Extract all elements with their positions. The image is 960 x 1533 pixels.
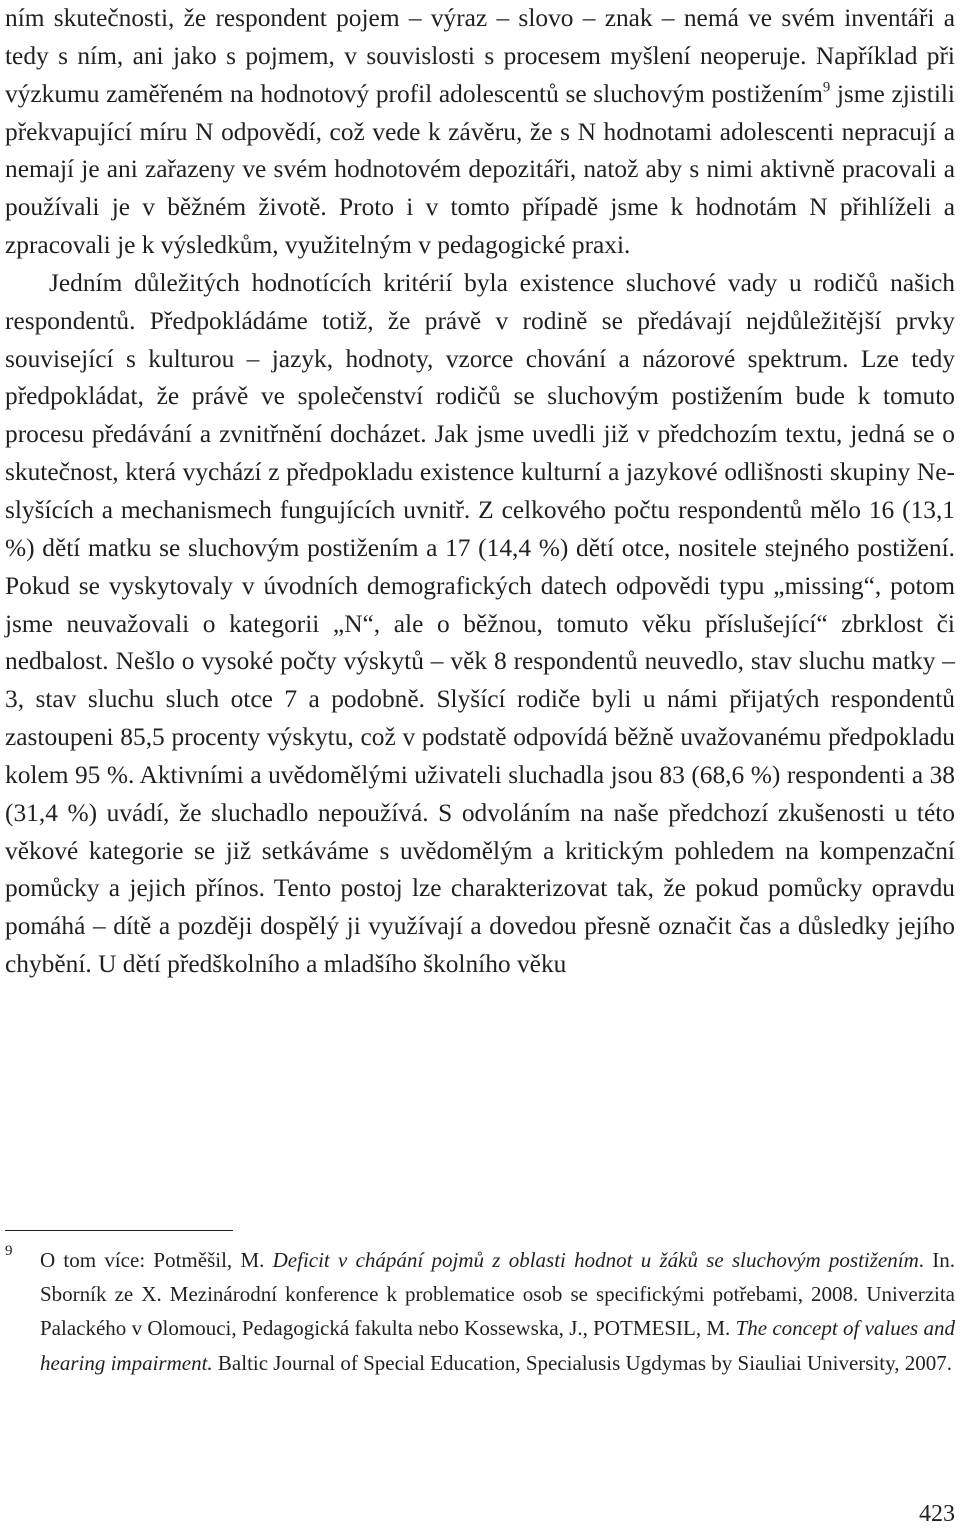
footnote-mark: 9: [5, 1243, 13, 1259]
page-content: [5, 0, 955, 984]
footnote-reference[interactable]: 9: [822, 79, 831, 96]
footnote: [5, 1243, 955, 1380]
body-text: [5, 0, 955, 984]
footnote-lead: O tom více: Potměšil, M.: [40, 1248, 273, 1272]
footnote-mid: . In. Sborník ze X. Mezinárodní konference k problematice osob se specifickými potřebami, 2008. Univerzita Palackého v Olomouci, Pedagogická fakulta nebo Kossewska, J., POTMESIL, M.: [40, 1248, 956, 1341]
footnote-text: [40, 1243, 955, 1380]
footnote-tail: Baltic Journal of Special Education, Specialusis Ugdymas by Siauliai University, 2007.: [212, 1350, 953, 1375]
footnote-title-2: The concept of values and hearing impairment.: [40, 1316, 956, 1375]
footnote-title-1: Deficit v chápání pojmů z oblasti hodnot u žáků se sluchovým postižením: [272, 1248, 919, 1272]
paragraph-1: [5, 0, 955, 265]
paragraph-1-text-a: ním skutečnosti, že respondent pojem – výraz – slovo – znak – nemá ve svém inventáři a tedy s ním, ani jako s pojmem, v souvislosti s procesem myšlení neoperuje. Například při výzkumu zaměřeném na hodnotový profil adolescentů se sluchovým postižením: [5, 4, 955, 108]
page-number: 423: [919, 1501, 955, 1527]
paragraph-1-text-b: jsme zjistili překvapující míru N odpovědí, což vede k závěru, že s N hodnotami adolescenti nepracují a nemají je ani zařazeny ve svém hodnotovém depozitáři, natož aby s nimi aktivně pracovali a používali je v běžném životě. Proto i v tomto případě jsme k hodnotám N přihlíželi a zpracovali je k výsledkům, využitelným v pedagogické praxi.: [5, 79, 955, 260]
footnote-separator: [5, 1230, 233, 1231]
paragraph-2: Jedním důležitých hodnotících kritérií byla existence sluchové vady u rodičů našich respondentů. Předpokládáme totiž, že právě v rodině se předávají nejdůležitější prvky související s kulturou – jazyk, hodnoty, vzorce chování a názorové spektrum. Lze tedy předpokládat, že právě ve společenství rodičů se sluchovým postižením bude k tomuto procesu předávání a zvnitřnění docházet. Jak jsme uvedli již v předchozím textu, jedná se o skutečnost, která vychází z předpokladu existence kulturní a jazykové odlišnosti skupiny Neslyšících a mechanismech fungujících uvnitř. Z celkového počtu respondentů mělo 16 (13,1 %) dětí matku se sluchovým postižením a 17 (14,4 %) dětí otce, nositele stejného postižení. Pokud se vyskytovaly v úvodních demografických datech odpovědi typu „missing“, potom jsme neuvažovali o kategorii „N“, ale o běžnou, tomuto věku příslušející“ zbrklost či nedbalost. Nešlo o vysoké počty výskytů – věk 8 respondentů neuvedlo, stav sluchu matky – 3, stav sluchu sluch otce 7 a podobně. Slyšící rodiče byli u námi přijatých respondentů zastoupeni 85,5 procenty výskytu, což v podstatě odpovídá běžně uvažovanému předpokladu kolem 95 %. Aktivními a uvědomělými uživateli sluchadla jsou 83 (68,6 %) respondenti a 38 (31,4 %) uvádí, že sluchadlo nepoužívá. S odvoláním na naše předchozí zkušenosti u této věkové kategorie se již setkáváme s uvědomělým a kritickým pohledem na kompenzační pomůcky a jejich přínos. Tento postoj lze charakterizovat tak, že pokud pomůcky opravdu pomáhá – dítě a později dospělý ji využívají a dovedou přesně označit čas a důsledky jejího chybění. U dětí předškolního a mladšího školního věku: [5, 268, 955, 979]
